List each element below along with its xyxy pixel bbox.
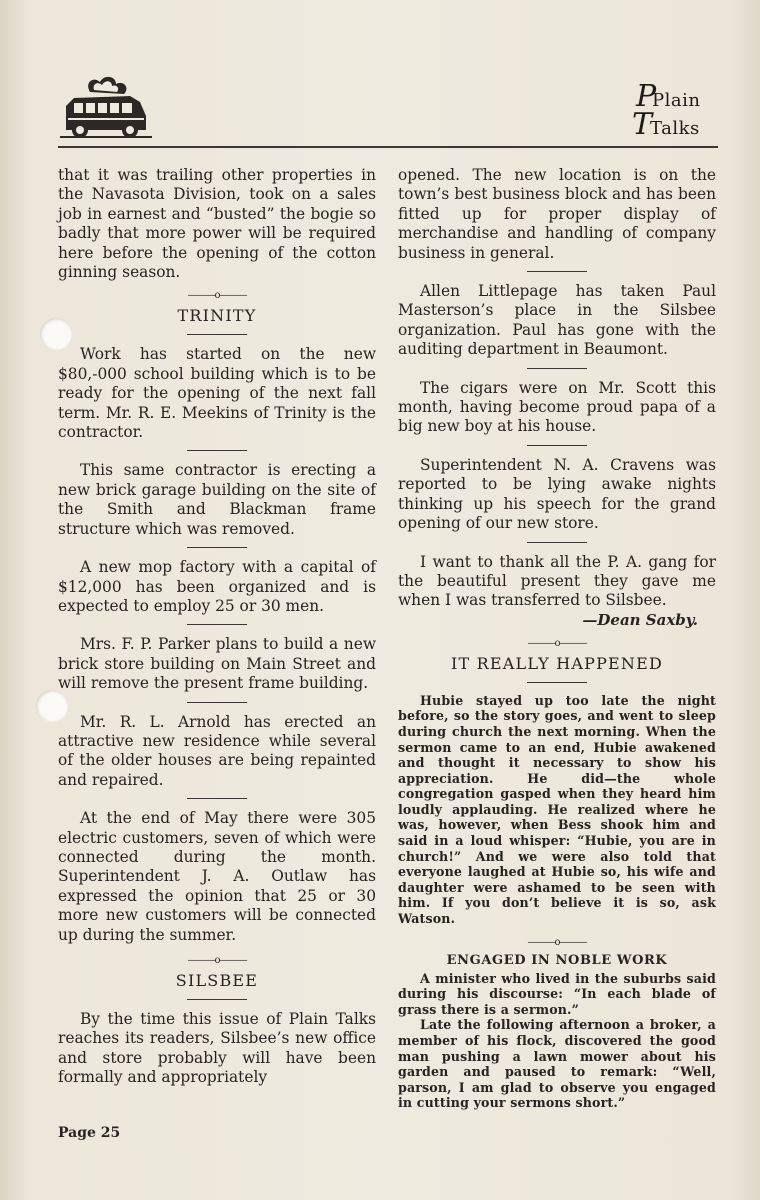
trinity-paragraph: This same contractor is erecting a new brick garage building on the site of the Smith and Blackman frame structure which was removed. [58, 461, 376, 538]
trinity-paragraph: At the end of May there were 305 electric customers, seven of which were connected during the month. Superintendent J. A. Outlaw has expressed the opinion that 25 or 30 more new customers will be connected up during the summer. [58, 809, 376, 944]
trinity-paragraph: Mr. R. L. Arnold has erected an attractive new residence while several of the older houses are being repainted and repaired. [58, 712, 376, 789]
work-paragraph: A minister who lived in the suburbs said during his discourse: “In each blade of grass there is a sermon.” [398, 970, 716, 1017]
news-paragraph: Superintendent N. A. Cravens was reported to be lying awake nights thinking up his speech for the grand opening of our new store. [398, 455, 716, 533]
story-heading: IT REALLY HAPPENED [450, 653, 664, 673]
trinity-heading: TRINITY [177, 306, 257, 326]
trinity-paragraph: Work has started on the new $80,-000 school building which is to be ready for the opening of the next fall term. Mr. R. E. Meekins of Trinity is the contractor. [58, 345, 376, 442]
divider [527, 271, 587, 272]
signature: —Dean Saxby. [582, 610, 698, 629]
work-paragraph: Late the following afternoon a broker, a member of his flock, discovered the good man pushing a lawn mower about his garden and paused to remark: “Well, parson, I am glad to observe you engaged in cutting your sermons short.” [398, 1017, 716, 1111]
intro-paragraph: that it was trailing other properties in the Navasota Division, took on a sales job in earnest and “busted” the bogie so badly that more power will be required here before the opening of the cotton ginning season. [58, 166, 376, 282]
story-paragraph: Hubie stayed up too late the night before, so the story goes, and went to sleep during church the next morning. When the sermon came to an end, Hubie awakened and thought it necessary to show his appreciation. He did—the whole congregation gasped when they heard him loudly applauding. He realized where he was, however, when Bess shook him and said in a loud whisper: “Hubie, you are in church!” And we were also told that everyone laughed at Hubie so, his wife and daughter were ashamed to be seen with him. If you don’t believe it is so, ask Watson. [398, 692, 716, 927]
divider [527, 445, 587, 446]
silsbee-continued: opened. The new location is on the town’s best business block and has been fitted up for proper display of merchandise and handling of company business in general. [398, 166, 716, 262]
divider [187, 547, 247, 548]
separator: ———o——— [187, 955, 247, 966]
page-header [58, 72, 718, 146]
news-paragraph: The cigars were on Mr. Scott this month, having become proud papa of a big new boy at his house. [398, 378, 716, 436]
divider [187, 334, 247, 335]
trinity-paragraph: Mrs. F. P. Parker plans to build a new brick store building on Main Street and will remove the present frame building. [58, 635, 376, 693]
separator: ———o——— [527, 637, 587, 649]
page-number: Page 25 [58, 1125, 121, 1141]
divider [187, 999, 247, 1000]
divider [527, 368, 587, 369]
masthead-plain: Plain [652, 90, 701, 111]
bus-icon [60, 72, 152, 140]
separator: ———o——— [527, 936, 587, 948]
news-paragraph: Allen Littlepage has taken Paul Masterson’s place in the Silsbee organization. Paul has gone with the auditing department in Beaumont. [398, 282, 716, 359]
divider [187, 702, 247, 703]
header-rule [58, 146, 718, 148]
trinity-paragraph: A new mop factory with a capital of $12,000 has been organized and is expected to employ 25 or 30 men. [58, 558, 376, 615]
separator: ———o——— [187, 290, 247, 302]
right-column [398, 166, 716, 1111]
divider [527, 542, 587, 543]
silsbee-heading: SILSBEE [175, 971, 259, 990]
masthead-talks: Talks [650, 118, 700, 139]
divider [187, 624, 247, 625]
silsbee-paragraph: By the time this issue of Plain Talks reaches its readers, Silsbee’s new office and store probably will have been formally and appropriately [58, 1010, 376, 1087]
news-paragraph: I want to thank all the P. A. gang for the beautiful present they gave me when I was transferred to Silsbee. [398, 552, 716, 610]
divider [187, 798, 247, 799]
divider [527, 682, 587, 683]
masthead: P Plain T Talks [632, 79, 701, 142]
work-heading: ENGAGED IN NOBLE WORK [446, 952, 668, 968]
divider [187, 450, 247, 451]
left-column [58, 166, 376, 1088]
